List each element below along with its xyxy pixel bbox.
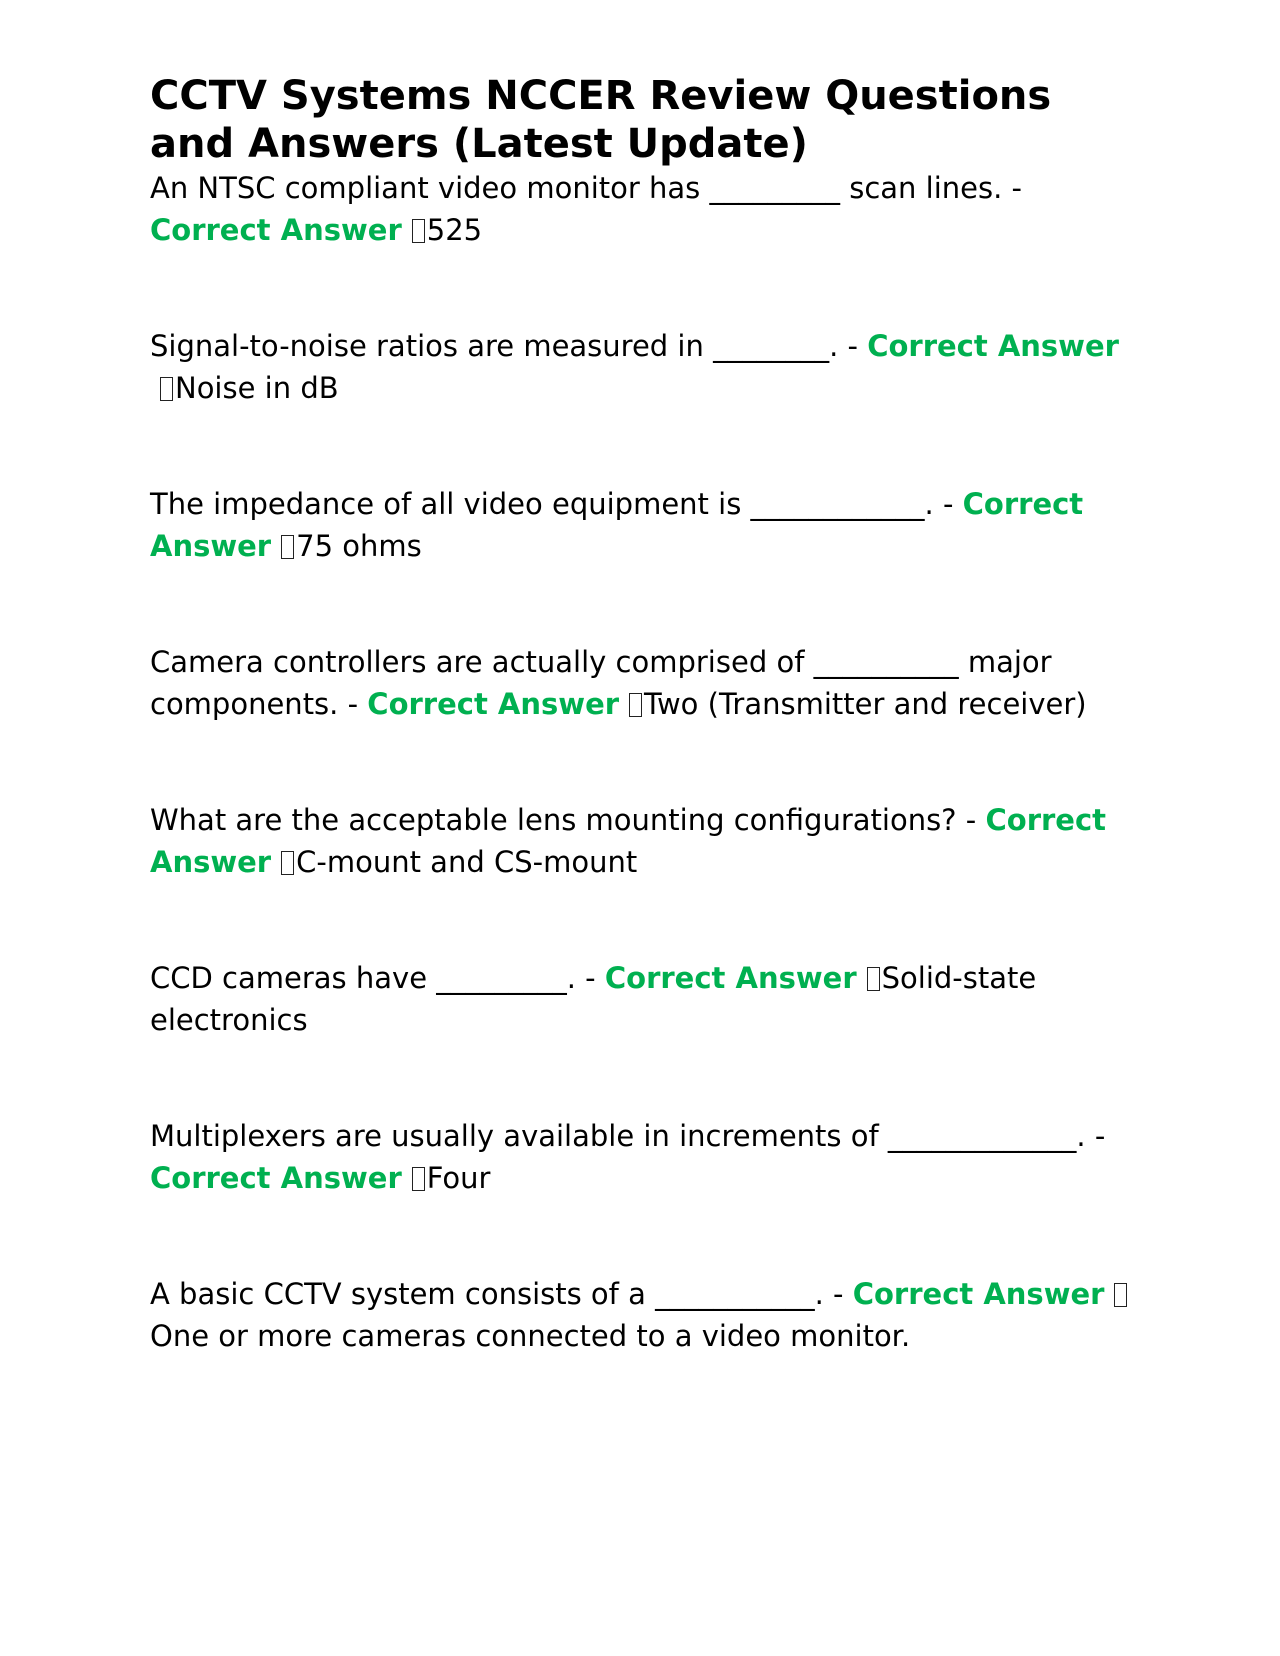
answer-text: Solid-state electronics (150, 961, 1037, 1037)
qa-item-6 (150, 958, 1140, 1041)
correct-answer-label: Correct Answer (150, 212, 402, 247)
question-text: Signal-to-noise ratios are measured in ________. - (150, 329, 868, 363)
question-text: Multiplexers are usually available in increments of _____________. - (150, 1119, 1106, 1153)
answer-text: C-mount and CS-mount (296, 844, 638, 879)
missing-glyph-icon (1114, 1283, 1127, 1307)
question-text: A basic CCTV system consists of a ___________. - (150, 1277, 853, 1311)
question-text: CCD cameras have _________. - (150, 961, 605, 995)
missing-glyph-icon (412, 219, 425, 243)
missing-glyph-icon (281, 535, 294, 559)
document-page (150, 72, 1140, 1432)
correct-answer-label: Correct Answer (852, 1277, 1105, 1311)
answer-text: One or more cameras connected to a video monitor. (150, 1318, 911, 1353)
qa-list (150, 168, 1140, 1357)
correct-answer-label: Correct Answer (150, 803, 1107, 879)
correct-answer-label: Correct Answer (150, 487, 1084, 563)
qa-item-1 (150, 168, 1140, 251)
qa-item-8 (150, 1274, 1140, 1357)
missing-glyph-icon (281, 851, 294, 875)
question-text: Camera controllers are actually comprised of __________ major components. - (150, 645, 1052, 721)
qa-item-2 (150, 326, 1140, 409)
answer-text: Four (426, 1160, 491, 1195)
answer-text: 75 ohms (296, 528, 422, 563)
question-text: An NTSC compliant video monitor has _________ scan lines. - (150, 171, 1022, 205)
answer-text: 525 (426, 212, 483, 247)
document-title: CCTV Systems NCCER Review Questions and Answers (Latest Update) (150, 73, 1052, 167)
correct-answer-label: Correct Answer (150, 1160, 402, 1195)
question-text: What are the acceptable lens mounting configurations? - (150, 803, 986, 837)
answer-text: Noise in dB (175, 370, 339, 405)
qa-item-7 (150, 1116, 1140, 1199)
missing-glyph-icon (629, 693, 642, 717)
qa-item-4 (150, 642, 1140, 725)
question-text: The impedance of all video equipment is ____________. - (150, 487, 963, 521)
correct-answer-label: Correct Answer (867, 329, 1119, 363)
missing-glyph-icon (412, 1167, 425, 1191)
answer-text: Two (Transmitter and receiver) (644, 686, 1087, 721)
qa-item-3 (150, 484, 1140, 567)
correct-answer-label: Correct Answer (604, 961, 857, 995)
correct-answer-label: Correct Answer (367, 686, 620, 721)
missing-glyph-icon (867, 967, 880, 991)
qa-item-5 (150, 800, 1140, 883)
missing-glyph-icon (160, 377, 173, 401)
